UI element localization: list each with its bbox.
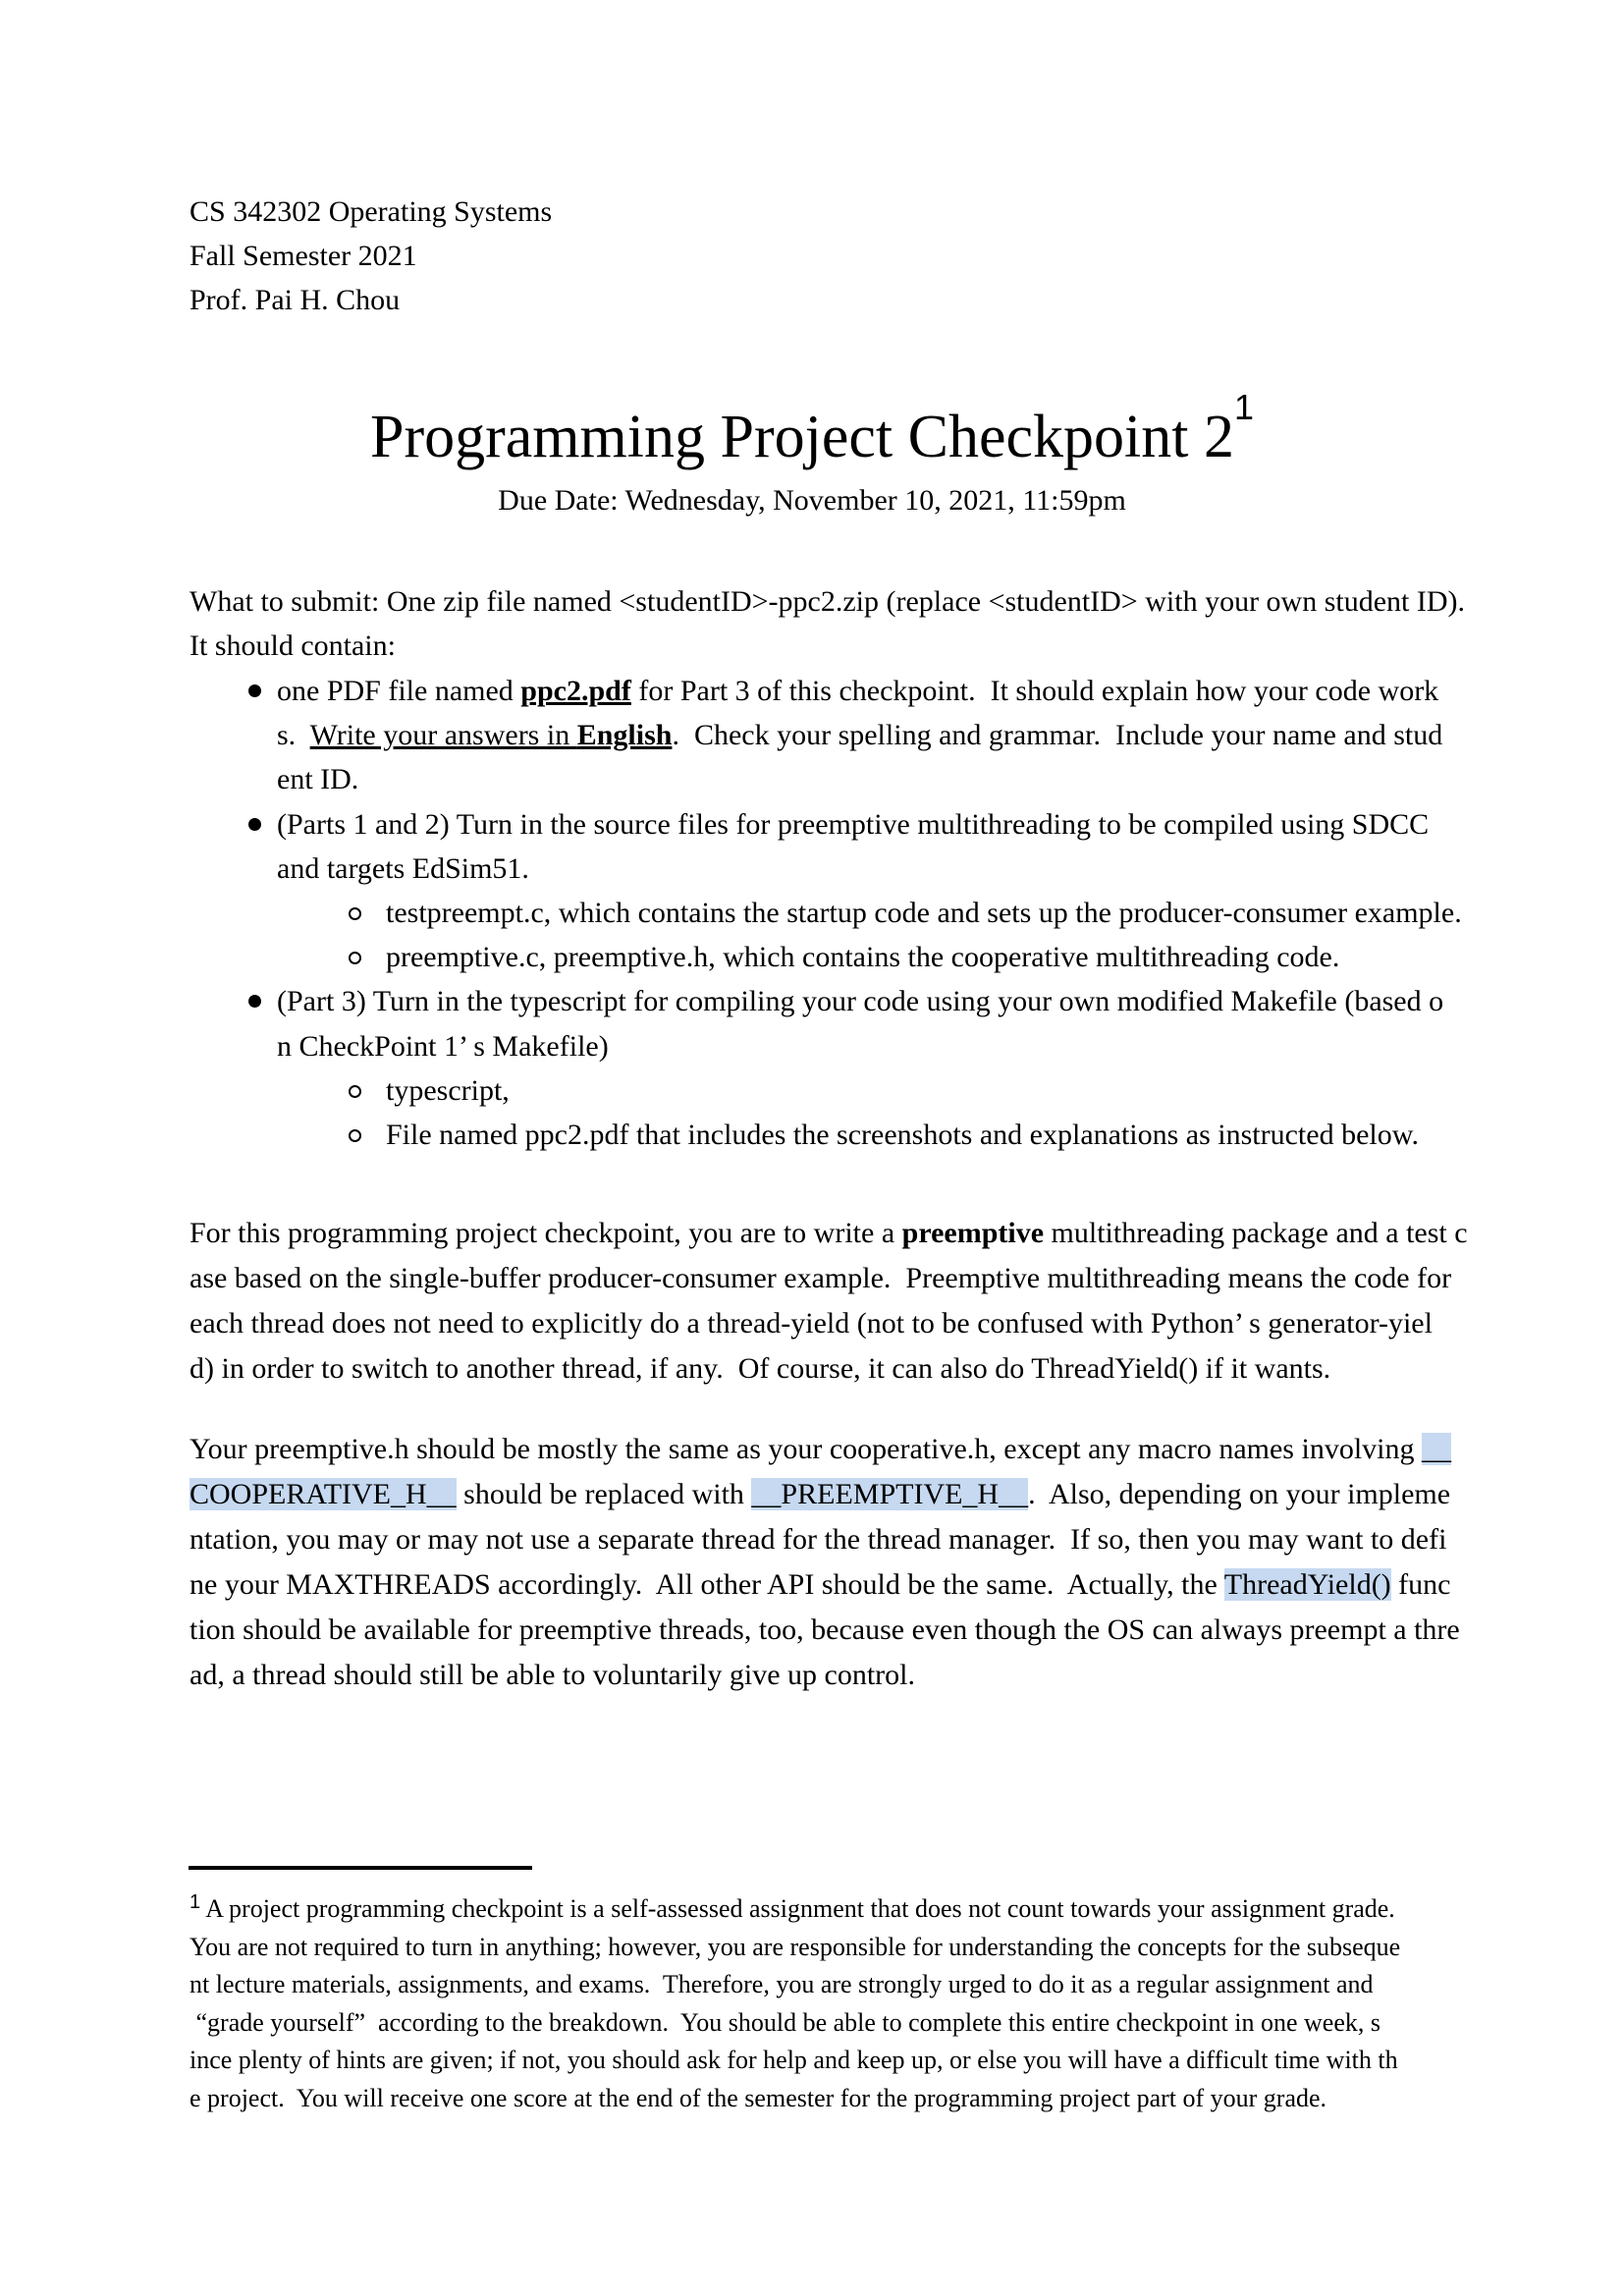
text-line xyxy=(189,1427,1460,1472)
text-line xyxy=(189,1301,1468,1346)
text-line xyxy=(189,1346,1468,1392)
text-run: tion should be available for preemptive threads, too, because even though the OS can always preempt a thre xyxy=(189,1613,1460,1646)
text-run: typescript, xyxy=(386,1073,510,1107)
text-run: It should contain: xyxy=(189,629,396,662)
text-line xyxy=(189,579,1465,624)
text-line xyxy=(189,1256,1468,1301)
text-run: Fall Semester 2021 xyxy=(189,240,417,272)
text-run: one PDF file named xyxy=(277,675,521,707)
text-run: Write your answers in xyxy=(309,719,577,752)
text-run: ThreadYield() xyxy=(1223,1568,1391,1601)
page-title-text: Programming Project Checkpoint 2 xyxy=(370,404,1234,470)
disc-bullet-icon xyxy=(248,818,261,831)
text-run: 1 xyxy=(189,1891,201,1913)
text-run: should be replaced with xyxy=(456,1478,752,1510)
text-run: Prof. Pai H. Chou xyxy=(189,284,401,316)
text-run: ne your MAXTHREADS accordingly. All other API should be the same. Actually, the xyxy=(189,1568,1224,1601)
text-run: ppc2.pdf xyxy=(520,675,631,707)
text-run: For this programming project checkpoint, you are to write a xyxy=(189,1217,902,1249)
text-run: . Check your spelling and grammar. Include your name and stud xyxy=(672,719,1443,752)
text-line xyxy=(189,1653,1460,1698)
circle-bullet-icon xyxy=(349,1129,361,1142)
list-line xyxy=(189,1068,1462,1113)
text-run: A project programming checkpoint is a self-assessed assignment that does not count towards your assignment grade. xyxy=(200,1894,1395,1923)
circle-bullet-icon xyxy=(349,952,361,964)
footnote-text xyxy=(189,1884,1400,2118)
text-line xyxy=(189,2080,1400,2118)
disc-bullet-icon xyxy=(248,995,261,1008)
text-run: ntation, you may or may not use a separate thread for the thread manager. If so, then you may want to defi xyxy=(189,1523,1447,1556)
list-line xyxy=(189,1113,1462,1157)
list-line xyxy=(189,757,1462,801)
course-header xyxy=(189,190,552,322)
text-run: for Part 3 of this checkpoint. It should explain how your code work xyxy=(630,675,1439,707)
text-run: ad, a thread should still be able to voluntarily give up control. xyxy=(189,1659,915,1691)
text-line xyxy=(189,1608,1460,1653)
text-run: “grade yourself” according to the breakdown. You should be able to complete this entire checkpoint in one week, s xyxy=(189,2007,1380,2037)
text-run: e project. You will receive one score at the end of the semester for the programming project part of your grade. xyxy=(189,2083,1327,2112)
text-line xyxy=(189,2004,1400,2043)
text-run: (Part 3) Turn in the typescript for compiling your code using your own modified Makefile (based o xyxy=(277,985,1444,1018)
text-run: ent ID. xyxy=(277,763,359,796)
text-run: (Parts 1 and 2) Turn in the source files for preemptive multithreading to be compiled using SDCC xyxy=(277,807,1430,841)
paragraph-header-macros xyxy=(189,1427,1460,1698)
text-line xyxy=(189,234,552,278)
paragraph-preemptive-overview xyxy=(189,1211,1468,1392)
list-line xyxy=(189,802,1462,847)
list-line xyxy=(189,669,1462,713)
text-run: multithreading package and a test c xyxy=(1044,1217,1468,1249)
text-line xyxy=(189,1211,1468,1256)
text-run: preemptive.c, preemptive.h, which contains the cooperative multithreading code. xyxy=(386,941,1340,974)
text-line xyxy=(189,1562,1460,1608)
due-date: Due Date: Wednesday, November 10, 2021, 11:59pm xyxy=(498,484,1126,517)
list-line xyxy=(189,713,1462,757)
text-run: s. xyxy=(277,719,310,752)
text-line xyxy=(189,190,552,234)
submit-intro-paragraph xyxy=(189,579,1465,668)
text-run: func xyxy=(1390,1568,1451,1601)
text-run: COOPERATIVE_H__ xyxy=(189,1478,457,1510)
footnote-separator-rule xyxy=(189,1866,532,1870)
text-run: What to submit: One zip file named <studentID>-ppc2.zip (replace <studentID> with your own student ID). xyxy=(189,585,1466,618)
text-line xyxy=(189,1517,1460,1562)
text-run: . Also, depending on your impleme xyxy=(1028,1478,1451,1510)
text-run: Your preemptive.h should be mostly the same as your cooperative.h, except any macro names involving xyxy=(189,1433,1422,1465)
disc-bullet-icon xyxy=(248,684,261,697)
list-line xyxy=(189,891,1462,935)
text-run: ince plenty of hints are given; if not, you should ask for help and keep up, or else you will have a difficult time with th xyxy=(189,2046,1398,2075)
text-run: __PREEMPTIVE_H__ xyxy=(751,1478,1029,1510)
text-run: n CheckPoint 1’ s Makefile) xyxy=(277,1029,609,1063)
text-run: File named ppc2.pdf that includes the screenshots and explanations as instructed below. xyxy=(386,1119,1419,1152)
text-run: nt lecture materials, assignments, and exams. Therefore, you are strongly urged to do it as a regular assignment and xyxy=(189,1970,1374,1999)
text-run: ase based on the single-buffer producer-consumer example. Preemptive multithreading means the code for xyxy=(189,1262,1452,1294)
text-run: and targets EdSim51. xyxy=(277,851,529,885)
footnote-ref-superscript: 1 xyxy=(1233,387,1254,427)
page-title xyxy=(0,363,1624,481)
list-line xyxy=(189,847,1462,891)
text-line xyxy=(189,1966,1400,2004)
submission-items-list xyxy=(189,669,1462,1157)
text-run: __ xyxy=(1422,1433,1451,1465)
text-line xyxy=(189,278,552,322)
list-line xyxy=(189,979,1462,1023)
list-line xyxy=(189,1024,1462,1068)
text-run: each thread does not need to explicitly do a thread-yield (not to be confused with Python’ s generator-yiel xyxy=(189,1307,1433,1339)
text-line xyxy=(189,2042,1400,2080)
text-line xyxy=(189,1884,1400,1929)
list-line xyxy=(189,935,1462,979)
text-run: You are not required to turn in anything; however, you are responsible for understanding the concepts for the subseque xyxy=(189,1932,1401,1961)
text-run: d) in order to switch to another thread, if any. Of course, it can also do ThreadYield() if it wants. xyxy=(189,1352,1331,1385)
text-run: CS 342302 Operating Systems xyxy=(189,195,553,228)
circle-bullet-icon xyxy=(349,1085,361,1098)
text-line xyxy=(189,624,1465,668)
text-line xyxy=(189,1472,1460,1517)
text-run: English xyxy=(576,719,673,752)
text-run: preemptive xyxy=(901,1217,1045,1249)
circle-bullet-icon xyxy=(349,907,361,920)
text-run: testpreempt.c, which contains the startup code and sets up the producer-consumer example. xyxy=(386,897,1462,930)
text-line xyxy=(189,1929,1400,1967)
